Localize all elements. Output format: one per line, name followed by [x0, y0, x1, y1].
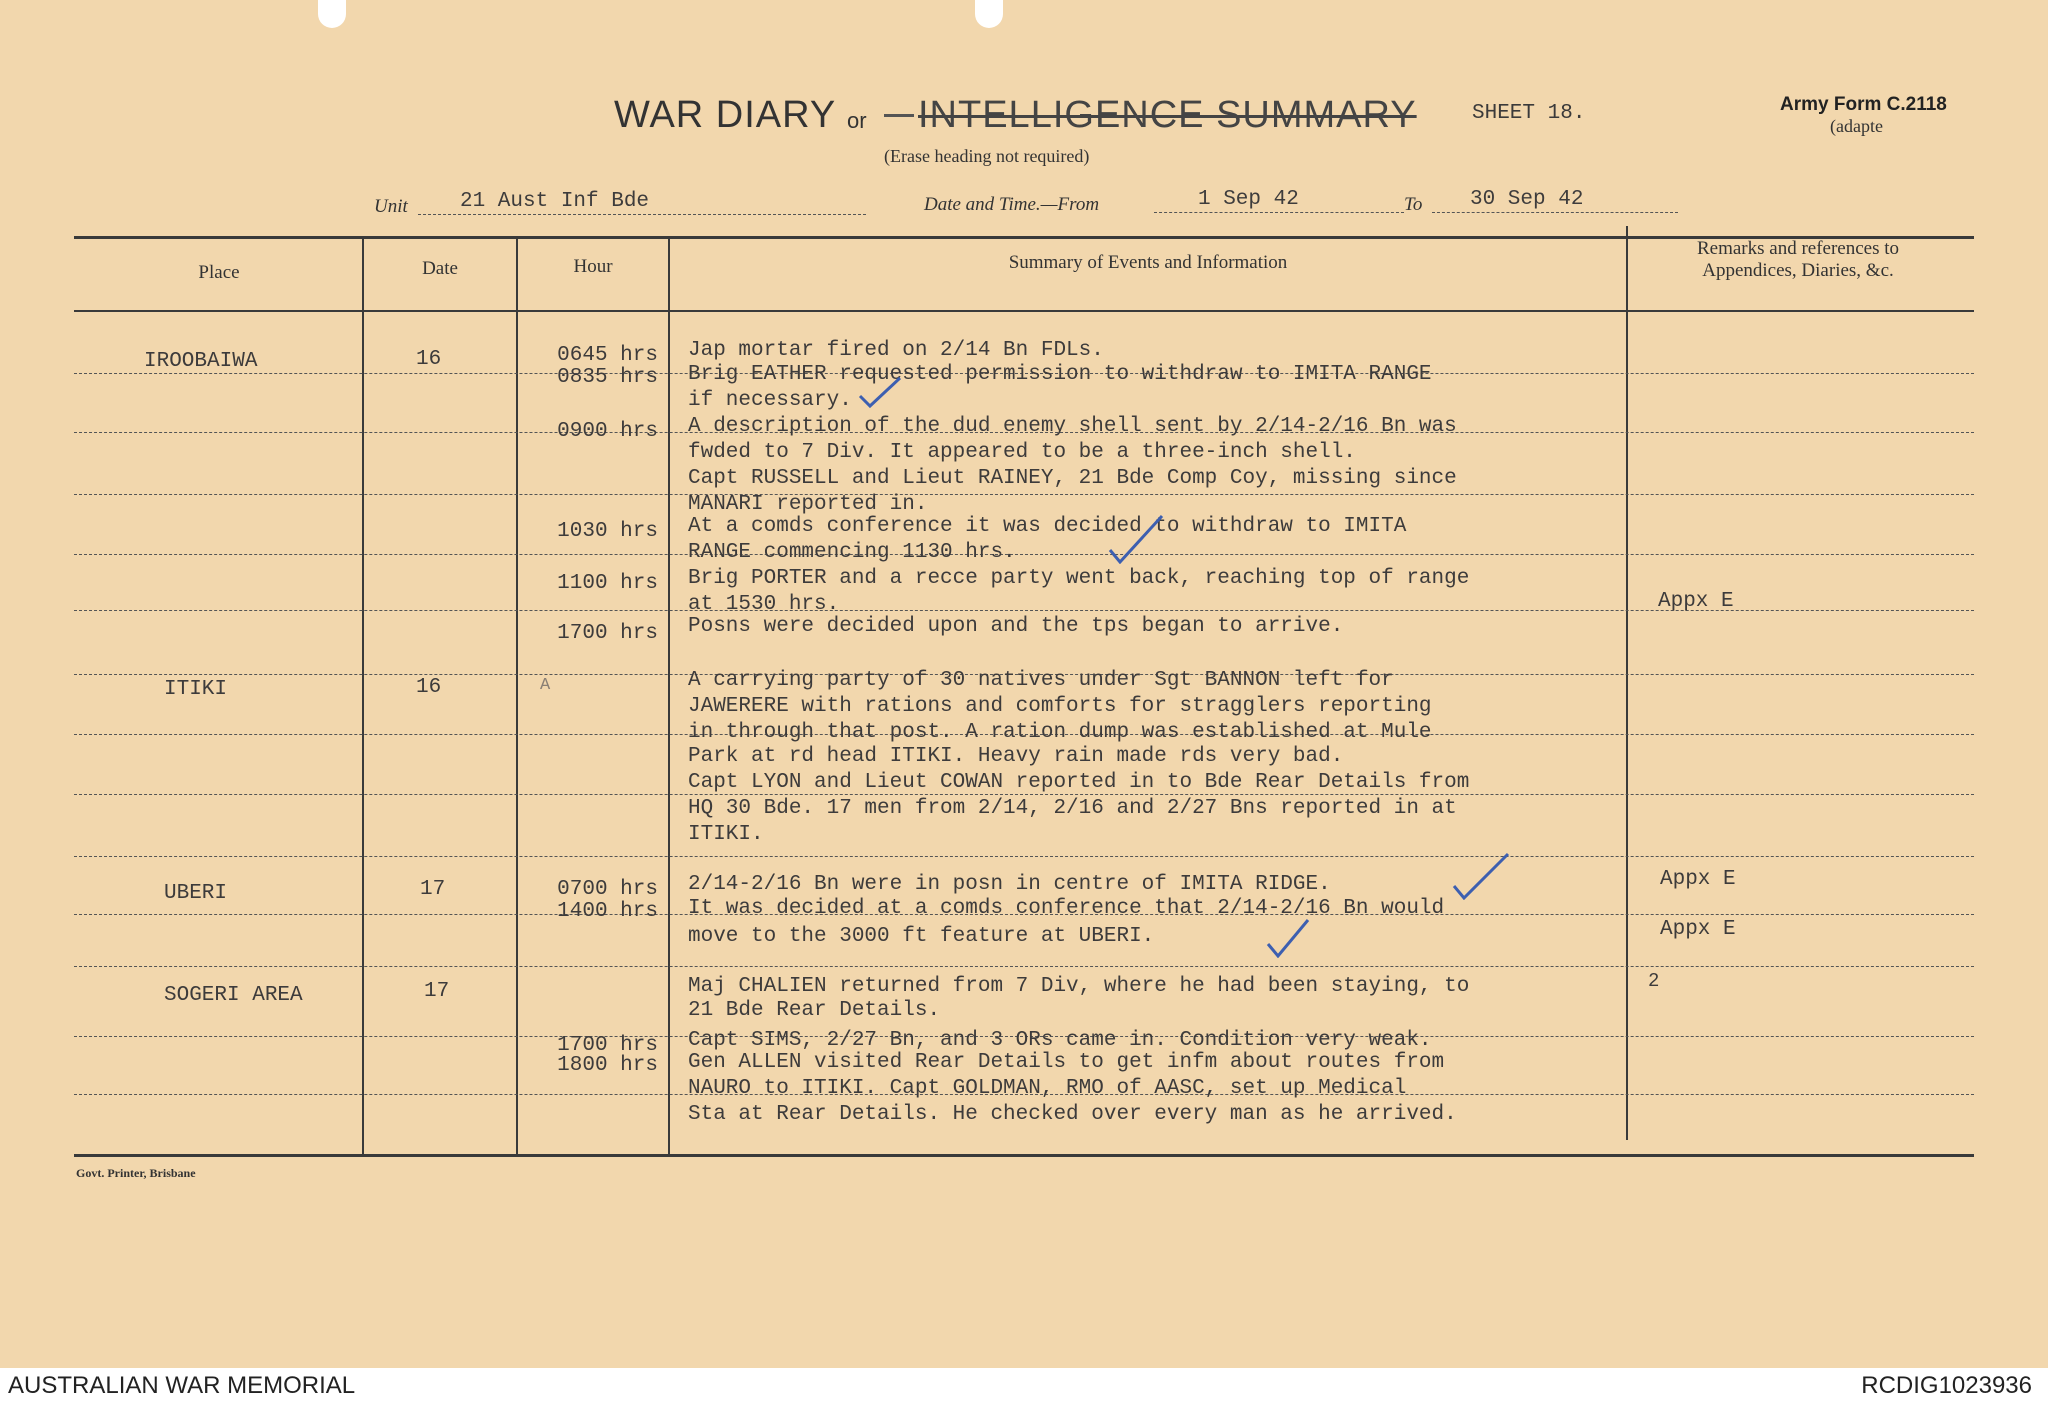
ruled-line	[74, 856, 1974, 857]
summary-line: Capt LYON and Lieut COWAN reported in to Bde Rear Details from	[688, 771, 1470, 794]
summary-line: Park at rd head ITIKI. Heavy rain made rds very bad.	[688, 745, 1344, 768]
remark-cell: Appx E	[1660, 918, 1736, 941]
summary-line: Brig EATHER requested permission to withdraw to IMITA RANGE	[688, 363, 1432, 386]
remark-cell: Appx E	[1658, 590, 1734, 613]
date-from: 1 Sep 42	[1198, 188, 1299, 211]
column-divider	[1626, 226, 1628, 1140]
erase-note: (Erase heading not required)	[884, 146, 1090, 166]
summary-line: Gen ALLEN visited Rear Details to get infm about routes from	[688, 1051, 1445, 1074]
ditto-mark: A	[540, 676, 551, 695]
place-cell: UBERI	[164, 882, 228, 905]
check-mark-icon	[1266, 918, 1310, 958]
header-bottom-border	[74, 310, 1974, 312]
summary-line: MANARI reported in.	[688, 493, 928, 516]
column-divider	[362, 236, 364, 1156]
summary-line: Capt RUSSELL and Lieut RAINEY, 21 Bde Comp Coy, missing since	[688, 467, 1457, 490]
column-divider	[668, 236, 670, 1156]
form-adapted: (adapte	[1830, 116, 1883, 136]
sheet-number: SHEET 18.	[1472, 102, 1586, 125]
table-bottom-border	[74, 1154, 1974, 1157]
check-mark-icon	[858, 376, 902, 410]
summary-line: Posns were decided upon and the tps began to arrive.	[688, 615, 1344, 638]
date-to: 30 Sep 42	[1470, 188, 1584, 211]
unit-underline	[418, 214, 866, 215]
summary-line: in through that post. A ration dump was established at Mule	[688, 721, 1432, 744]
date-to-label: To	[1404, 194, 1423, 215]
title-or: or	[847, 108, 867, 133]
date-label: Date and Time.—From	[924, 194, 1100, 215]
summary-line: if necessary.	[688, 389, 852, 412]
summary-line: fwded to 7 Div. It appeared to be a three-inch shell.	[688, 441, 1356, 464]
footer-institution: AUSTRALIAN WAR MEMORIAL	[8, 1372, 356, 1399]
title-intelligence-summary: INTELLIGENCE SUMMARY	[918, 94, 1417, 136]
date-from-underline	[1154, 212, 1404, 213]
date-cell: 17	[424, 980, 450, 1003]
summary-line: at 1530 hrs.	[688, 593, 840, 616]
printer-credit: Govt. Printer, Brisbane	[76, 1166, 196, 1180]
hour-cell: 1400 hrs	[557, 900, 658, 923]
form-id: Army Form C.2118	[1780, 94, 1947, 115]
check-mark-icon	[1108, 514, 1164, 564]
summary-line: move to the 3000 ft feature at UBERI.	[688, 925, 1155, 948]
summary-line: Capt SIMS, 2/27 Bn, and 3 ORs came in. Condition very weak.	[688, 1029, 1432, 1052]
col-header-summary: Summary of Events and Information	[1008, 252, 1288, 273]
col-header-date: Date	[422, 258, 458, 279]
remark-cell: 2	[1648, 970, 1660, 992]
title-war-diary: WAR DIARY	[614, 94, 837, 136]
unit-value: 21 Aust Inf Bde	[460, 190, 650, 213]
date-cell: 16	[416, 676, 442, 699]
summary-line: HQ 30 Bde. 17 men from 2/14, 2/16 and 2/27 Bns reported in at	[688, 797, 1457, 820]
hour-cell: 0645 hrs	[557, 344, 658, 367]
hour-cell: 1100 hrs	[557, 572, 658, 595]
summary-line: A carrying party of 30 natives under Sgt BANNON left for	[688, 669, 1394, 692]
summary-line: Sta at Rear Details. He checked over every man as he arrived.	[688, 1103, 1457, 1126]
summary-line: JAWERERE with rations and comforts for stragglers reporting	[688, 695, 1432, 718]
col-header-hour: Hour	[573, 256, 613, 277]
col-header-remarks-1: Remarks and references to	[1696, 238, 1900, 259]
summary-line: It was decided at a comds conference that 2/14-2/16 Bn would	[688, 897, 1445, 920]
col-header-place: Place	[198, 262, 240, 283]
hour-cell: 1030 hrs	[557, 520, 658, 543]
summary-line: A description of the dud enemy shell sent by 2/14-2/16 Bn was	[688, 415, 1457, 438]
footer-record-id: RCDIG1023936	[1861, 1372, 2032, 1399]
remark-cell: Appx E	[1660, 868, 1736, 891]
summary-line: At a comds conference it was decided to withdraw to IMITA	[688, 515, 1407, 538]
hour-cell: 0900 hrs	[557, 420, 658, 443]
date-cell: 17	[420, 878, 446, 901]
summary-line: Maj CHALIEN returned from 7 Div, where he had been staying, to	[688, 975, 1470, 998]
hour-cell: 0835 hrs	[557, 366, 658, 389]
date-to-underline	[1432, 212, 1678, 213]
hour-cell: 1800 hrs	[557, 1054, 658, 1077]
summary-line: 2/14-2/16 Bn were in posn in centre of IMITA RIDGE.	[688, 873, 1331, 896]
place-cell: ITIKI	[164, 678, 228, 701]
check-mark-icon	[1452, 852, 1510, 900]
date-cell: 16	[416, 348, 442, 371]
hour-cell: 0700 hrs	[557, 878, 658, 901]
summary-line: Brig PORTER and a recce party went back, reaching top of range	[688, 567, 1470, 590]
summary-line: 21 Bde Rear Details.	[688, 999, 941, 1022]
ruled-line	[74, 966, 1974, 967]
punch-hole	[975, 0, 1003, 28]
punch-hole	[318, 0, 346, 28]
ruled-line	[74, 494, 1974, 495]
summary-line: NAURO to ITIKI. Capt GOLDMAN, RMO of AASC, set up Medical	[688, 1077, 1407, 1100]
col-header-remarks-2: Appendices, Diaries, &c.	[1702, 260, 1894, 281]
hour-cell: 1700 hrs	[557, 1034, 658, 1057]
unit-label: Unit	[374, 196, 408, 217]
hour-cell: 1700 hrs	[557, 622, 658, 645]
summary-line: ITIKI.	[688, 823, 764, 846]
summary-line: RANGE commencing 1130 hrs.	[688, 541, 1016, 564]
summary-line: Jap mortar fired on 2/14 Bn FDLs.	[688, 339, 1104, 362]
place-cell: SOGERI AREA	[164, 984, 303, 1007]
place-cell: IROOBAIWA	[144, 350, 258, 373]
strike-mark	[884, 114, 914, 117]
ruled-line	[74, 554, 1974, 555]
